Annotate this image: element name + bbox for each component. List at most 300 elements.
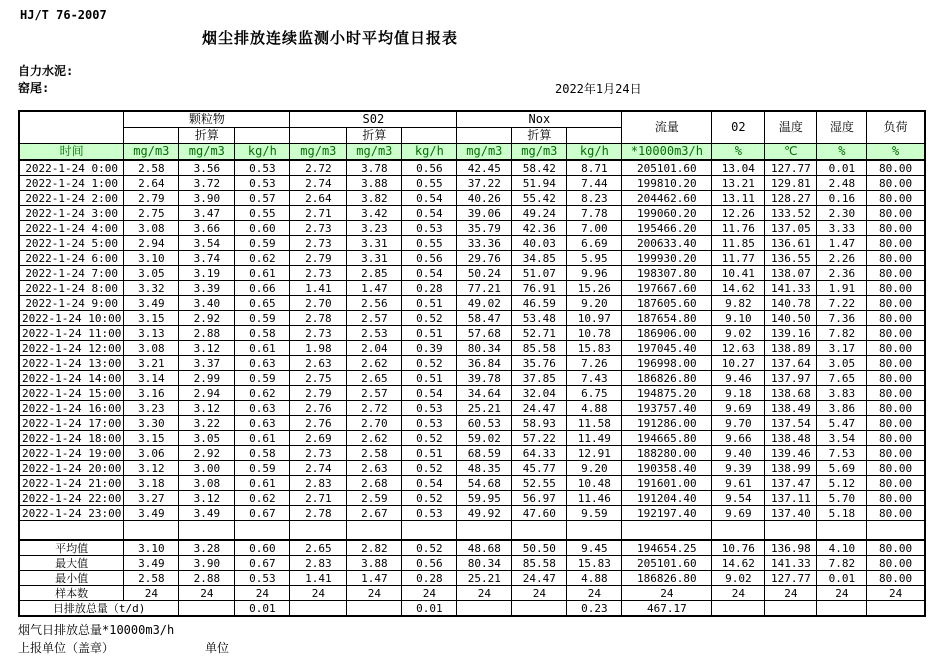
value-cell: 186826.80 [622, 571, 712, 586]
value-cell: 2.67 [347, 506, 402, 521]
value-cell: 0.52 [402, 461, 457, 476]
value-cell: 58.42 [512, 160, 567, 176]
value-cell: 3.49 [124, 296, 179, 311]
value-cell: 0.61 [235, 266, 290, 281]
value-cell: 3.16 [124, 386, 179, 401]
value-cell: 0.62 [235, 251, 290, 266]
value-cell: 15.83 [567, 556, 622, 571]
value-cell: 3.15 [124, 311, 179, 326]
spacer-row [19, 521, 925, 541]
value-cell: 197045.40 [622, 341, 712, 356]
value-cell: 7.44 [567, 176, 622, 191]
value-cell: 3.12 [179, 401, 235, 416]
value-cell: 3.12 [124, 461, 179, 476]
value-cell: 57.22 [512, 431, 567, 446]
value-cell: 2.53 [347, 326, 402, 341]
value-cell: 2.76 [290, 416, 347, 431]
value-cell: 24 [622, 586, 712, 601]
value-cell: 137.54 [765, 416, 817, 431]
time-cell: 2022-1-24 2:00 [19, 191, 124, 206]
value-cell: 10.41 [712, 266, 765, 281]
col-group-pm: 颗粒物 [124, 111, 290, 128]
value-cell: 80.00 [867, 506, 925, 521]
value-cell: 59.95 [457, 491, 512, 506]
value-cell: 0.28 [402, 571, 457, 586]
value-cell: 138.99 [765, 461, 817, 476]
value-cell: 68.59 [457, 446, 512, 461]
value-cell: 80.00 [867, 476, 925, 491]
value-cell [817, 601, 867, 617]
value-cell: 3.21 [124, 356, 179, 371]
value-cell: 13.21 [712, 176, 765, 191]
value-cell [765, 601, 817, 617]
value-cell: 190358.40 [622, 461, 712, 476]
col-group-so2: S02 [290, 111, 457, 128]
value-cell: 187605.60 [622, 296, 712, 311]
value-cell: 5.12 [817, 476, 867, 491]
spacer-cell [235, 521, 290, 541]
unit-cell: mg/m3 [124, 144, 179, 161]
table-row [19, 160, 925, 176]
value-cell: 59.02 [457, 431, 512, 446]
value-cell: 80.00 [867, 571, 925, 586]
time-cell: 2022-1-24 21:00 [19, 476, 124, 491]
value-cell: 24 [402, 586, 457, 601]
value-cell: 2.62 [347, 431, 402, 446]
value-cell: 0.01 [817, 160, 867, 176]
summary-row [19, 540, 925, 556]
value-cell: 7.36 [817, 311, 867, 326]
summary-label: 最小值 [19, 571, 124, 586]
unit-cell: mg/m3 [290, 144, 347, 161]
value-cell: 34.85 [512, 251, 567, 266]
table-row [19, 341, 925, 356]
table-row [19, 461, 925, 476]
value-cell: 2.71 [290, 491, 347, 506]
value-cell: 7.82 [817, 326, 867, 341]
value-cell: 186826.80 [622, 371, 712, 386]
value-cell: 0.65 [235, 296, 290, 311]
spacer-cell [457, 521, 512, 541]
col-group-temp: 温度 [765, 111, 817, 144]
time-header: 时间 [19, 144, 124, 161]
value-cell [512, 601, 567, 617]
value-cell [867, 601, 925, 617]
value-cell: 29.76 [457, 251, 512, 266]
unit-cell: kg/h [402, 144, 457, 161]
value-cell: 3.27 [124, 491, 179, 506]
data-rows [19, 160, 925, 616]
unit-cell: mg/m3 [179, 144, 235, 161]
time-cell: 2022-1-24 13:00 [19, 356, 124, 371]
unit-cell: mg/m3 [457, 144, 512, 161]
value-cell: 4.88 [567, 571, 622, 586]
value-cell: 80.00 [867, 556, 925, 571]
value-cell: 85.58 [512, 556, 567, 571]
value-cell: 80.00 [867, 431, 925, 446]
value-cell: 80.00 [867, 386, 925, 401]
value-cell: 3.05 [817, 356, 867, 371]
value-cell: 80.34 [457, 556, 512, 571]
value-cell: 0.54 [402, 191, 457, 206]
unit-cell: *10000m3/h [622, 144, 712, 161]
value-cell: 2.83 [290, 556, 347, 571]
value-cell: 2.70 [290, 296, 347, 311]
value-cell: 3.82 [347, 191, 402, 206]
value-cell: 80.00 [867, 371, 925, 386]
value-cell: 3.05 [124, 266, 179, 281]
value-cell: 3.22 [179, 416, 235, 431]
value-cell: 2.64 [290, 191, 347, 206]
value-cell: 2.63 [347, 461, 402, 476]
value-cell: 7.22 [817, 296, 867, 311]
value-cell: 2.71 [290, 206, 347, 221]
value-cell: 80.00 [867, 461, 925, 476]
time-cell: 2022-1-24 20:00 [19, 461, 124, 476]
value-cell: 8.71 [567, 160, 622, 176]
value-cell: 45.77 [512, 461, 567, 476]
value-cell: 2.57 [347, 311, 402, 326]
value-cell: 2.99 [179, 371, 235, 386]
value-cell: 138.68 [765, 386, 817, 401]
value-cell: 3.33 [817, 221, 867, 236]
time-cell: 2022-1-24 22:00 [19, 491, 124, 506]
value-cell: 0.63 [235, 401, 290, 416]
value-cell: 40.03 [512, 236, 567, 251]
value-cell: 3.14 [124, 371, 179, 386]
value-cell: 8.23 [567, 191, 622, 206]
value-cell: 50.50 [512, 540, 567, 556]
value-cell: 3.19 [179, 266, 235, 281]
value-cell: 3.00 [179, 461, 235, 476]
col-group-humidity: 湿度 [817, 111, 867, 144]
value-cell: 139.16 [765, 326, 817, 341]
value-cell: 76.91 [512, 281, 567, 296]
table-row [19, 191, 925, 206]
value-cell: 6.69 [567, 236, 622, 251]
value-cell: 3.86 [817, 401, 867, 416]
value-cell: 11.85 [712, 236, 765, 251]
table-row [19, 326, 925, 341]
station-label: 窑尾: [18, 81, 50, 95]
col-group-o2: 02 [712, 111, 765, 144]
value-cell: 9.39 [712, 461, 765, 476]
value-cell: 9.40 [712, 446, 765, 461]
value-cell: 80.00 [867, 266, 925, 281]
value-cell: 2.36 [817, 266, 867, 281]
value-cell: 9.54 [712, 491, 765, 506]
value-cell: 77.21 [457, 281, 512, 296]
col-group-load: 负荷 [867, 111, 925, 144]
value-cell: 3.08 [179, 476, 235, 491]
value-cell: 5.47 [817, 416, 867, 431]
value-cell: 0.60 [235, 540, 290, 556]
value-cell: 137.64 [765, 356, 817, 371]
value-cell: 0.52 [402, 431, 457, 446]
value-cell: 2.88 [179, 326, 235, 341]
value-cell: 140.78 [765, 296, 817, 311]
time-cell: 2022-1-24 1:00 [19, 176, 124, 191]
value-cell: 9.18 [712, 386, 765, 401]
value-cell: 2.83 [290, 476, 347, 491]
value-cell: 3.54 [179, 236, 235, 251]
value-cell: 7.00 [567, 221, 622, 236]
value-cell: 9.61 [712, 476, 765, 491]
summary-row [19, 586, 925, 601]
table-row [19, 491, 925, 506]
table-row [19, 221, 925, 236]
value-cell: 3.47 [179, 206, 235, 221]
value-cell: 0.67 [235, 556, 290, 571]
table-row [19, 176, 925, 191]
value-cell: 49.92 [457, 506, 512, 521]
value-cell: 3.88 [347, 176, 402, 191]
table-row [19, 281, 925, 296]
value-cell: 2.04 [347, 341, 402, 356]
value-cell: 48.35 [457, 461, 512, 476]
value-cell: 137.97 [765, 371, 817, 386]
value-cell: 199060.20 [622, 206, 712, 221]
converted-label-so2: 折算 [347, 128, 402, 144]
value-cell: 0.60 [235, 221, 290, 236]
value-cell: 0.53 [235, 571, 290, 586]
value-cell: 3.13 [124, 326, 179, 341]
table-row [19, 476, 925, 491]
unit-cell: % [867, 144, 925, 161]
value-cell: 24 [124, 586, 179, 601]
value-cell: 2.57 [347, 386, 402, 401]
value-cell: 24.47 [512, 401, 567, 416]
spacer-cell [512, 521, 567, 541]
value-cell: 58.93 [512, 416, 567, 431]
spacer-cell [817, 521, 867, 541]
spacer-cell [402, 128, 457, 144]
value-cell: 2.79 [124, 191, 179, 206]
value-cell: 51.07 [512, 266, 567, 281]
value-cell: 80.00 [867, 356, 925, 371]
value-cell: 2.73 [290, 236, 347, 251]
value-cell: 4.10 [817, 540, 867, 556]
value-cell: 2.85 [347, 266, 402, 281]
value-cell: 3.83 [817, 386, 867, 401]
value-cell: 2.73 [290, 266, 347, 281]
value-cell: 3.88 [347, 556, 402, 571]
value-cell: 2.74 [290, 461, 347, 476]
value-cell: 196998.00 [622, 356, 712, 371]
value-cell: 5.69 [817, 461, 867, 476]
value-cell: 10.76 [712, 540, 765, 556]
value-cell: 2.73 [290, 446, 347, 461]
value-cell: 467.17 [622, 601, 712, 617]
daily-total-label: 日排放总量（t/d) [19, 601, 179, 617]
value-cell: 3.06 [124, 446, 179, 461]
company-label: 自力水泥: [18, 64, 74, 78]
spacer-cell [19, 521, 124, 541]
table-row [19, 386, 925, 401]
value-cell: 1.91 [817, 281, 867, 296]
summary-label: 平均值 [19, 540, 124, 556]
value-cell: 141.33 [765, 281, 817, 296]
value-cell: 7.26 [567, 356, 622, 371]
value-cell: 197667.60 [622, 281, 712, 296]
value-cell: 15.83 [567, 341, 622, 356]
value-cell: 0.63 [235, 356, 290, 371]
value-cell: 0.59 [235, 461, 290, 476]
value-cell: 3.23 [124, 401, 179, 416]
value-cell: 2.64 [124, 176, 179, 191]
table-row [19, 311, 925, 326]
value-cell: 47.60 [512, 506, 567, 521]
value-cell: 40.26 [457, 191, 512, 206]
value-cell: 9.82 [712, 296, 765, 311]
value-cell: 136.55 [765, 251, 817, 266]
spacer-cell [124, 128, 179, 144]
value-cell: 0.59 [235, 311, 290, 326]
value-cell: 24 [457, 586, 512, 601]
value-cell: 2.94 [124, 236, 179, 251]
value-cell: 80.00 [867, 160, 925, 176]
report-table [18, 110, 926, 617]
value-cell: 80.00 [867, 281, 925, 296]
value-cell: 2.75 [290, 371, 347, 386]
value-cell: 3.12 [179, 491, 235, 506]
value-cell: 34.64 [457, 386, 512, 401]
value-cell: 2.26 [817, 251, 867, 266]
value-cell: 46.59 [512, 296, 567, 311]
value-cell: 24 [867, 586, 925, 601]
value-cell: 0.57 [235, 191, 290, 206]
value-cell: 133.52 [765, 206, 817, 221]
value-cell: 5.70 [817, 491, 867, 506]
value-cell: 24 [235, 586, 290, 601]
value-cell: 14.62 [712, 556, 765, 571]
value-cell: 0.66 [235, 281, 290, 296]
value-cell: 49.24 [512, 206, 567, 221]
value-cell: 0.61 [235, 431, 290, 446]
value-cell: 39.78 [457, 371, 512, 386]
value-cell: 2.30 [817, 206, 867, 221]
value-cell: 85.58 [512, 341, 567, 356]
value-cell: 1.98 [290, 341, 347, 356]
table-row [19, 296, 925, 311]
value-cell: 80.00 [867, 251, 925, 266]
value-cell: 0.01 [402, 601, 457, 617]
value-cell: 0.16 [817, 191, 867, 206]
value-cell: 140.50 [765, 311, 817, 326]
value-cell: 3.32 [124, 281, 179, 296]
value-cell: 7.65 [817, 371, 867, 386]
value-cell: 12.91 [567, 446, 622, 461]
value-cell: 0.56 [402, 556, 457, 571]
time-cell: 2022-1-24 6:00 [19, 251, 124, 266]
time-cell: 2022-1-24 11:00 [19, 326, 124, 341]
value-cell: 1.47 [347, 281, 402, 296]
unit-cell: kg/h [235, 144, 290, 161]
value-cell: 138.89 [765, 341, 817, 356]
value-cell: 194665.80 [622, 431, 712, 446]
value-cell: 2.72 [290, 160, 347, 176]
value-cell: 0.54 [402, 206, 457, 221]
value-cell: 0.58 [235, 446, 290, 461]
value-cell: 9.20 [567, 461, 622, 476]
value-cell: 2.63 [290, 356, 347, 371]
value-cell: 7.53 [817, 446, 867, 461]
time-cell: 2022-1-24 3:00 [19, 206, 124, 221]
table-row [19, 446, 925, 461]
reporting-unit-label: 上报单位（盖章） [18, 641, 115, 655]
time-cell: 2022-1-24 19:00 [19, 446, 124, 461]
value-cell: 0.01 [235, 601, 290, 617]
value-cell: 3.18 [124, 476, 179, 491]
value-cell: 0.51 [402, 296, 457, 311]
value-cell [179, 601, 235, 617]
value-cell: 24 [179, 586, 235, 601]
table-row [19, 416, 925, 431]
value-cell: 24 [817, 586, 867, 601]
value-cell: 136.61 [765, 236, 817, 251]
value-cell: 0.67 [235, 506, 290, 521]
value-cell: 0.54 [402, 266, 457, 281]
spacer-cell [712, 521, 765, 541]
spacer-cell [457, 128, 512, 144]
value-cell: 2.70 [347, 416, 402, 431]
value-cell: 49.02 [457, 296, 512, 311]
table-row [19, 371, 925, 386]
value-cell: 195466.20 [622, 221, 712, 236]
unit-cell: mg/m3 [347, 144, 402, 161]
value-cell: 0.52 [402, 540, 457, 556]
value-cell: 80.00 [867, 416, 925, 431]
value-cell: 193757.40 [622, 401, 712, 416]
value-cell: 3.30 [124, 416, 179, 431]
col-group-nox: Nox [457, 111, 622, 128]
table-row [19, 431, 925, 446]
value-cell: 3.56 [179, 160, 235, 176]
value-cell: 42.36 [512, 221, 567, 236]
spacer-cell [347, 521, 402, 541]
doc-code: HJ/T 76-2007 [20, 8, 107, 22]
value-cell: 10.27 [712, 356, 765, 371]
table-row [19, 251, 925, 266]
unit-label: 单位 [205, 641, 230, 655]
value-cell: 3.08 [124, 221, 179, 236]
value-cell: 205101.60 [622, 556, 712, 571]
value-cell: 187654.80 [622, 311, 712, 326]
value-cell: 11.58 [567, 416, 622, 431]
value-cell: 80.00 [867, 236, 925, 251]
value-cell: 9.69 [712, 506, 765, 521]
value-cell: 15.26 [567, 281, 622, 296]
value-cell: 138.48 [765, 431, 817, 446]
value-cell: 3.49 [124, 556, 179, 571]
value-cell: 33.36 [457, 236, 512, 251]
value-cell: 199810.20 [622, 176, 712, 191]
value-cell: 2.58 [347, 446, 402, 461]
value-cell: 1.41 [290, 571, 347, 586]
value-cell: 64.33 [512, 446, 567, 461]
spacer-cell [867, 521, 925, 541]
value-cell: 6.75 [567, 386, 622, 401]
value-cell: 3.08 [124, 341, 179, 356]
time-cell: 2022-1-24 9:00 [19, 296, 124, 311]
spacer-cell [622, 521, 712, 541]
value-cell: 128.27 [765, 191, 817, 206]
value-cell: 3.17 [817, 341, 867, 356]
value-cell: 80.00 [867, 341, 925, 356]
value-cell: 3.74 [179, 251, 235, 266]
value-cell: 9.70 [712, 416, 765, 431]
value-cell: 10.48 [567, 476, 622, 491]
